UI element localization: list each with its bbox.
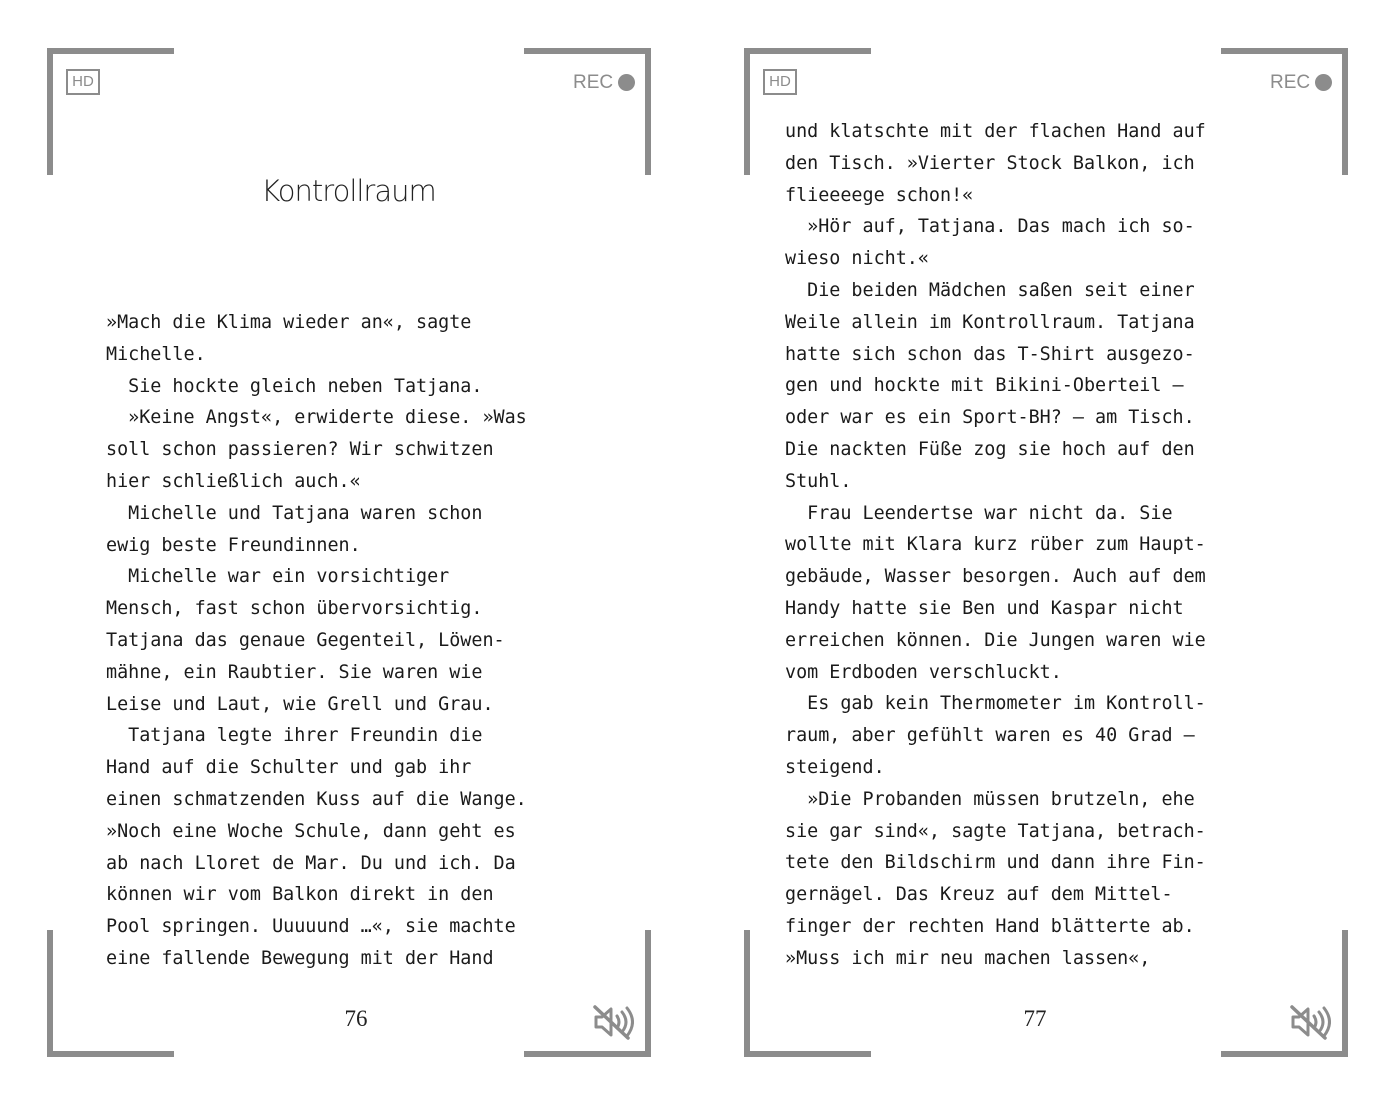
text-line: erreichen können. Die Jungen waren wie [785,629,1206,651]
text-line: »Hör auf, Tatjana. Das mach ich so- [785,216,1195,238]
text-line: »Muss ich mir neu machen lassen«, [785,947,1151,969]
text-line: tete den Bildschirm und dann ihre Fin- [785,852,1206,874]
viewfinder-corner-top-left [47,48,174,175]
text-line: Die nackten Füße zog sie hoch auf den [785,438,1195,460]
text-line: flieeeege schon!« [785,184,974,206]
text-line: Michelle und Tatjana waren schon [106,502,483,524]
chapter-title: Kontrollraum [261,174,436,208]
record-dot-icon [1315,74,1332,91]
viewfinder-corner-top-right [1221,48,1348,175]
rec-label: REC [1270,72,1311,93]
text-line: »Keine Angst«, erwiderte diese. »Was [106,407,527,429]
text-line: Handy hatte sie Ben und Kaspar nicht [785,597,1184,619]
text-line: gen und hockte mit Bikini-Oberteil – [785,375,1184,397]
speaker-muted-icon [1289,1004,1331,1040]
record-dot-icon [618,74,635,91]
text-line: hatte sich schon das T-Shirt ausgezo- [785,343,1195,365]
text-line: vom Erdboden verschluckt. [785,661,1062,683]
text-line: Tatjana legte ihrer Freundin die [106,725,483,747]
text-line: Hand auf die Schulter und gab ihr [106,757,472,779]
text-line: Weile allein im Kontrollraum. Tatjana [785,311,1195,333]
right-page [697,0,1394,1104]
text-line: Michelle. [106,343,206,365]
text-line: »Die Probanden müssen brutzeln, ehe [785,788,1195,810]
text-line: Mensch, fast schon übervorsichtig. [106,598,483,620]
text-line: soll schon passieren? Wir schwitzen [106,439,494,461]
text-line: und klatschte mit der flachen Hand auf [785,121,1206,142]
text-line: einen schmatzenden Kuss auf die Wange. [106,788,527,810]
text-line: wollte mit Klara kurz rüber zum Haupt- [785,534,1206,556]
text-line: Leise und Laut, wie Grell und Grau. [106,693,494,715]
text-line: Tatjana das genaue Gegenteil, Löwen- [106,629,505,651]
speaker-muted-icon [592,1004,634,1040]
text-line: »Mach die Klima wieder an«, sagte [106,312,472,333]
text-line: Michelle war ein vorsichtiger [106,566,450,588]
text-line: raum, aber gefühlt waren es 40 Grad – [785,725,1195,747]
text-line: Es gab kein Thermometer im Kontroll- [785,693,1206,715]
text-line: oder war es ein Sport-BH? – am Tisch. [785,407,1195,429]
viewfinder-corner-top-right [524,48,651,175]
text-line: Sie hockte gleich neben Tatjana. [106,375,483,397]
page-number-right: 77 [1023,1006,1047,1031]
text-line: steigend. [785,756,885,778]
text-line: Die beiden Mädchen saßen seit einer [785,279,1195,301]
text-line: sie gar sind«, sagte Tatjana, betrach- [785,820,1206,842]
text-line: Frau Leendertse war nicht da. Sie [785,502,1173,524]
text-line: »Noch eine Woche Schule, dann geht es [106,820,516,842]
page-number-left: 76 [344,1006,368,1031]
text-line: gernägel. Das Kreuz auf dem Mittel- [785,884,1173,906]
hd-badge: HD [763,69,797,95]
left-body-text [106,307,527,975]
rec-label: REC [573,72,614,93]
hd-badge: HD [66,69,100,95]
text-line: Stuhl. [785,470,852,492]
text-line: gebäude, Wasser besorgen. Auch auf dem [785,566,1206,588]
text-line: wieso nicht.« [785,248,929,270]
text-line: eine fallende Bewegung mit der Hand [106,947,494,969]
text-line: ab nach Lloret de Mar. Du und ich. Da [106,852,516,874]
text-line: mähne, ein Raubtier. Sie waren wie [106,661,483,683]
text-line: den Tisch. »Vierter Stock Balkon, ich [785,152,1195,174]
right-body-text [785,116,1206,975]
text-line: ewig beste Freundinnen. [106,534,361,556]
text-line: hier schließlich auch.« [106,470,361,492]
text-line: können wir vom Balkon direkt in den [106,884,494,906]
text-line: Pool springen. Uuuuund …«, sie machte [106,916,516,938]
text-line: finger der rechten Hand blätterte ab. [785,915,1195,937]
